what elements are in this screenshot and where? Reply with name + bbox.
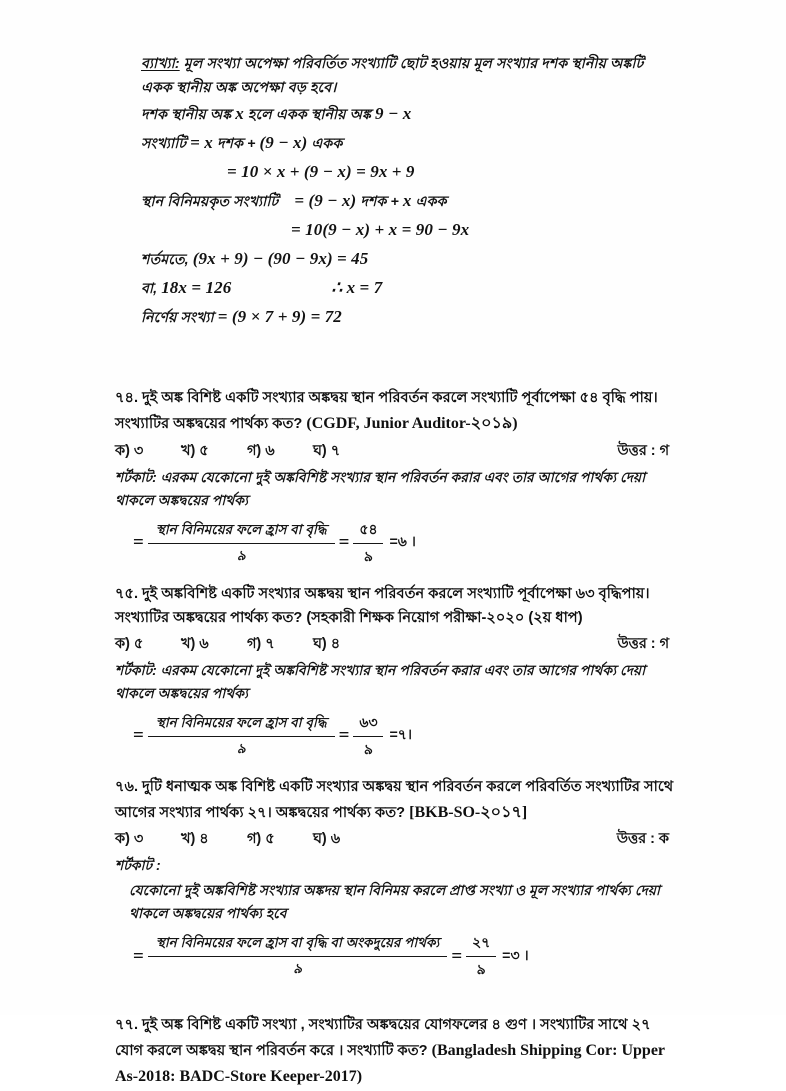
question-74-number: ৭৪. bbox=[115, 390, 139, 407]
option-ka[interactable] bbox=[115, 440, 181, 464]
question-76-shortcut-line2: দেয়া থাকলে অঙ্কদ্বয়ের পার্থক্য হবে bbox=[129, 881, 660, 922]
question-74-fraction2-denominator: ৯ bbox=[353, 543, 383, 569]
explanation-label: ব্যাখ্যা: bbox=[141, 56, 180, 72]
question-74-fraction-denominator: ৯ bbox=[148, 543, 335, 568]
explanation-line-8-pre: বা, bbox=[141, 280, 158, 297]
option-gha[interactable] bbox=[313, 633, 379, 657]
question-75-shortcut-line2: দেয়া থাকলে অঙ্কদ্বয়ের পার্থক্য bbox=[115, 661, 646, 701]
explanation-line-3-expr2: (9 − x) bbox=[259, 133, 308, 153]
question-75-fraction2-denominator: ৯ bbox=[353, 736, 383, 762]
option-ga[interactable] bbox=[247, 633, 313, 657]
explanation-line-5-expr2: x bbox=[402, 190, 412, 210]
question-75-answer bbox=[617, 633, 675, 657]
question-74-shortcut-line1: এরকম যেকোনো দুই অঙ্কবিশিষ্ট সংখ্যার স্থান পরিবর্তন করার এবং তার আগের পার্থক্য bbox=[160, 468, 617, 485]
question-76-answer-value: ক bbox=[658, 830, 669, 847]
question-76-number: ৭৬. bbox=[115, 778, 139, 795]
question-76-fraction-denominator: ৯ bbox=[148, 956, 448, 981]
question-75-fraction-numerator: স্থান বিনিময়ের ফলে হ্রাস বা বৃদ্ধি bbox=[155, 714, 327, 730]
explanation-line-2-var: x bbox=[235, 104, 244, 124]
explanation-line-2 bbox=[141, 100, 675, 129]
option-ka[interactable] bbox=[115, 633, 181, 657]
question-76-eq1: = bbox=[133, 945, 144, 967]
question-76-fraction-row bbox=[115, 931, 675, 982]
question-74-line1: দুই অঙ্ক বিশিষ্ট একটি সংখ্যার অঙ্কদ্বয় স্থান পরিবর্তন করলে সংখ্যাটি পূর্বাপেক্ষা ৫৪ বৃদ্ধি পায়। bbox=[142, 390, 658, 407]
explanation-line-9-expr: = (9 × 7 + 9) = 72 bbox=[217, 306, 342, 326]
explanation-line-8-tail: ∴ x = 7 bbox=[331, 277, 383, 297]
question-77-number: ৭৭. bbox=[115, 1017, 139, 1034]
option-kha-key: খ) bbox=[181, 635, 196, 652]
explanation-line-5 bbox=[141, 187, 675, 216]
explanation-block bbox=[141, 52, 675, 331]
question-75-source: (সহকারী শিক্ষক নিয়োগ পরীক্ষা-২০২০ (২য় ধাপ) bbox=[306, 609, 583, 626]
question-76-shortcut-label: শর্টকাট : bbox=[115, 856, 161, 873]
question-74-shortcut-line2: দেয়া থাকলে অঙ্কদ্বয়ের পার্থক্য bbox=[115, 468, 646, 508]
option-ka-value: ৩ bbox=[133, 442, 144, 459]
question-block-75 bbox=[115, 583, 675, 762]
question-76-fraction2-denominator: ৯ bbox=[466, 956, 496, 982]
question-75-fraction-row bbox=[115, 711, 675, 762]
option-ga[interactable] bbox=[247, 828, 313, 852]
question-76-fraction bbox=[148, 932, 448, 981]
question-75-eq1: = bbox=[133, 725, 144, 747]
explanation-line-3-mid: দশক + bbox=[216, 136, 256, 153]
question-75-fraction bbox=[148, 712, 335, 761]
question-77-line2: করলে অঙ্কদ্বয় স্থান পরিবর্তন করে । সংখ্যাটি কত? bbox=[147, 1043, 428, 1060]
question-75-shortcut-line1: এরকম যেকোনো দুই অঙ্কবিশিষ্ট সংখ্যার স্থান পরিবর্তন করার এবং তার আগের পার্থক্য bbox=[160, 661, 617, 678]
option-ka-key: ক) bbox=[115, 830, 130, 847]
explanation-line-5-expr1: = (9 − x) bbox=[294, 190, 357, 210]
explanation-line-3-post: একক bbox=[311, 136, 343, 153]
explanation-line-1 bbox=[141, 52, 675, 76]
explanation-line-5-post: একক bbox=[415, 193, 447, 210]
option-gha-value: ৭ bbox=[330, 442, 341, 459]
question-74-result: =৬ । bbox=[389, 534, 416, 551]
question-74-text bbox=[115, 387, 675, 437]
question-74-shortcut bbox=[115, 466, 675, 512]
question-75-text bbox=[115, 583, 675, 631]
question-76-fraction2 bbox=[466, 931, 496, 982]
question-74-eq2: = bbox=[338, 532, 350, 554]
option-ga-value: ৭ bbox=[265, 635, 275, 652]
explanation-line-5-pre: স্থান বিনিময়কৃত সংখ্যাটি bbox=[141, 193, 279, 210]
option-gha-key: ঘ) bbox=[313, 635, 327, 652]
option-kha-value: ৪ bbox=[199, 830, 209, 847]
question-76-answer-label: উত্তর : bbox=[616, 830, 655, 847]
question-77-source-line2: As-2018: BADC-Store Keeper-2017) bbox=[115, 1068, 363, 1086]
question-74-fraction2 bbox=[353, 518, 383, 569]
question-75-eq2: = bbox=[338, 725, 350, 747]
question-76-shortcut-label-row bbox=[115, 854, 675, 877]
question-75-answer-value: গ bbox=[659, 635, 669, 652]
option-ga-key: গ) bbox=[247, 830, 262, 847]
option-kha[interactable] bbox=[181, 633, 247, 657]
option-ga-value: ৫ bbox=[265, 830, 275, 847]
question-74-fraction bbox=[148, 519, 335, 568]
question-74-options bbox=[115, 440, 675, 464]
question-76-shortcut bbox=[115, 879, 675, 925]
question-76-text bbox=[115, 776, 675, 826]
question-77-source: (Bangladesh Shipping Cor: Upper bbox=[431, 1042, 666, 1060]
explanation-line-7 bbox=[141, 245, 675, 274]
option-gha-value: ৬ bbox=[330, 830, 341, 847]
explanation-line-5-mid: দশক + bbox=[360, 193, 399, 210]
question-75-options bbox=[115, 633, 675, 657]
question-77-line1: দুই অঙ্ক বিশিষ্ট একটি সংখ্যা , সংখ্যাটির অঙ্কদ্বয়ের যোগফলের ৪ গুণ । সংখ্যাটির সাথে ২৭ যোগ bbox=[115, 1017, 651, 1060]
question-74-fraction2-numerator: ৫৪ bbox=[359, 520, 378, 537]
question-block-76 bbox=[115, 776, 675, 982]
question-74-eq1: = bbox=[133, 532, 144, 554]
explanation-line-8 bbox=[141, 274, 675, 303]
question-75-fraction2 bbox=[353, 711, 383, 762]
explanation-line-6 bbox=[141, 216, 675, 245]
question-75-line1: দুই অঙ্কবিশিষ্ট একটি সংখ্যার অঙ্কদ্বয় স্থান পরিবর্তন করলে সংখ্যাটি পূর্বাপেক্ষা ৬৩ বৃদ্ধিপায়। bbox=[142, 585, 650, 602]
question-76-line1: দুটি ধনাত্মক অঙ্ক বিশিষ্ট একটি সংখ্যার অঙ্কদ্বয় স্থান পরিবর্তন করলে পরিবর্তিত সংখ্যাটির সাথে bbox=[142, 778, 674, 795]
option-kha-key: খ) bbox=[181, 442, 196, 459]
option-kha-key: খ) bbox=[181, 830, 196, 847]
question-75-result: =৭। bbox=[389, 727, 413, 744]
explanation-line-1-text: মূল সংখ্যা অপেক্ষা পরিবর্তিত সংখ্যাটি ছোট হওয়ায় মূল সংখ্যার দশক স্থানীয় অঙ্কটি bbox=[183, 56, 644, 72]
question-block-77 bbox=[115, 1014, 675, 1090]
question-75-line2: সংখ্যাটির অঙ্কদ্বয়ের পার্থক্য কত? bbox=[115, 609, 303, 626]
option-ka-value: ৩ bbox=[133, 830, 144, 847]
option-kha-value: ৫ bbox=[199, 442, 209, 459]
question-74-answer bbox=[617, 440, 675, 464]
question-76-options bbox=[115, 828, 675, 852]
explanation-line-7-expr: (9x + 9) − (90 − 9x) = 45 bbox=[192, 248, 369, 268]
question-76-source: [BKB-SO-২০১৭] bbox=[409, 803, 528, 821]
option-ga-key: গ) bbox=[247, 635, 262, 652]
explanation-line-1b-text: একক স্থানীয় অঙ্ক অপেক্ষা বড় হবে। bbox=[141, 80, 337, 97]
question-76-answer bbox=[617, 828, 675, 852]
option-gha-value: ৪ bbox=[330, 635, 341, 652]
explanation-line-8-expr: 18x = 126 bbox=[161, 277, 232, 297]
explanation-line-7-pre: শর্তমতে, bbox=[141, 251, 189, 268]
question-76-fraction2-numerator: ২৭ bbox=[472, 934, 491, 951]
explanation-line-2-mid: হলে একক স্থানীয় অঙ্ক bbox=[247, 107, 371, 124]
option-gha-key: ঘ) bbox=[313, 830, 327, 847]
question-74-answer-value: গ bbox=[659, 442, 669, 459]
section-spacer-2 bbox=[115, 982, 675, 1000]
option-ga-value: ৬ bbox=[265, 442, 275, 459]
page-content bbox=[115, 52, 675, 1091]
option-kha[interactable] bbox=[181, 828, 247, 852]
question-75-fraction2-numerator: ৬৩ bbox=[359, 713, 378, 730]
question-74-answer-label: উত্তর : bbox=[617, 442, 656, 459]
option-kha-value: ৬ bbox=[199, 635, 209, 652]
explanation-line-9 bbox=[141, 303, 675, 332]
question-77-text bbox=[115, 1014, 675, 1090]
question-74-fraction-row bbox=[115, 518, 675, 569]
explanation-line-6-expr: = 10(9 − x) + x = 90 − 9x bbox=[291, 219, 470, 239]
explanation-line-1b bbox=[141, 76, 675, 100]
question-74-fraction-numerator: স্থান বিনিময়ের ফলে হ্রাস বা বৃদ্ধি bbox=[155, 521, 327, 537]
explanation-line-4 bbox=[141, 158, 675, 187]
question-75-answer-label: উত্তর : bbox=[617, 635, 656, 652]
option-ka[interactable] bbox=[115, 828, 181, 852]
option-ka-value: ৫ bbox=[133, 635, 144, 652]
question-76-eq2: = bbox=[451, 945, 463, 967]
section-spacer bbox=[115, 331, 675, 373]
question-76-result: =৩ । bbox=[502, 947, 529, 964]
explanation-line-3-pre: সংখ্যাটি bbox=[141, 136, 187, 153]
question-block-74 bbox=[115, 387, 675, 568]
question-74-source: (CGDF, Junior Auditor-২০১৯) bbox=[306, 415, 518, 433]
option-kha[interactable] bbox=[181, 440, 247, 464]
explanation-line-3 bbox=[141, 129, 675, 158]
option-gha[interactable] bbox=[313, 828, 379, 852]
explanation-line-2-pre: দশক স্থানীয় অঙ্ক bbox=[141, 107, 232, 124]
question-75-shortcut-label: শর্টকাট: bbox=[115, 661, 157, 678]
question-76-fraction-numerator: স্থান বিনিময়ের ফলে হ্রাস বা বৃদ্ধি বা অংকদুয়ের পার্থক্য bbox=[155, 935, 440, 951]
question-74-line2: সংখ্যাটির অঙ্কদ্বয়ের পার্থক্য কত? bbox=[115, 416, 303, 433]
explanation-line-4-expr: = 10 × x + (9 − x) = 9x + 9 bbox=[227, 162, 415, 182]
option-ka-key: ক) bbox=[115, 635, 130, 652]
question-76-line2: আগের সংখ্যার পার্থক্য ২৭। অঙ্কদ্বয়ের পার্থক্য কত? bbox=[115, 804, 406, 821]
question-75-fraction-denominator: ৯ bbox=[148, 736, 335, 761]
option-gha[interactable] bbox=[313, 440, 379, 464]
question-76-shortcut-line1: যেকোনো দুই অঙ্কবিশিষ্ট সংখ্যার অঙ্কদয় স্থান বিনিময় করলে প্রাপ্ত সংখ্যা ও মূল সংখ্যার পার্থক্য bbox=[129, 881, 631, 898]
explanation-line-3-expr1: = x bbox=[190, 133, 213, 153]
explanation-line-9-pre: নির্ণেয় সংখ্যা bbox=[141, 309, 214, 326]
option-ga[interactable] bbox=[247, 440, 313, 464]
question-75-number: ৭৫. bbox=[115, 585, 139, 602]
question-74-shortcut-label: শর্টকাট: bbox=[115, 468, 157, 485]
question-75-shortcut bbox=[115, 659, 675, 705]
option-ka-key: ক) bbox=[115, 442, 130, 459]
option-ga-key: গ) bbox=[247, 442, 262, 459]
option-gha-key: ঘ) bbox=[313, 442, 327, 459]
explanation-line-2-expr: 9 − x bbox=[375, 104, 412, 124]
